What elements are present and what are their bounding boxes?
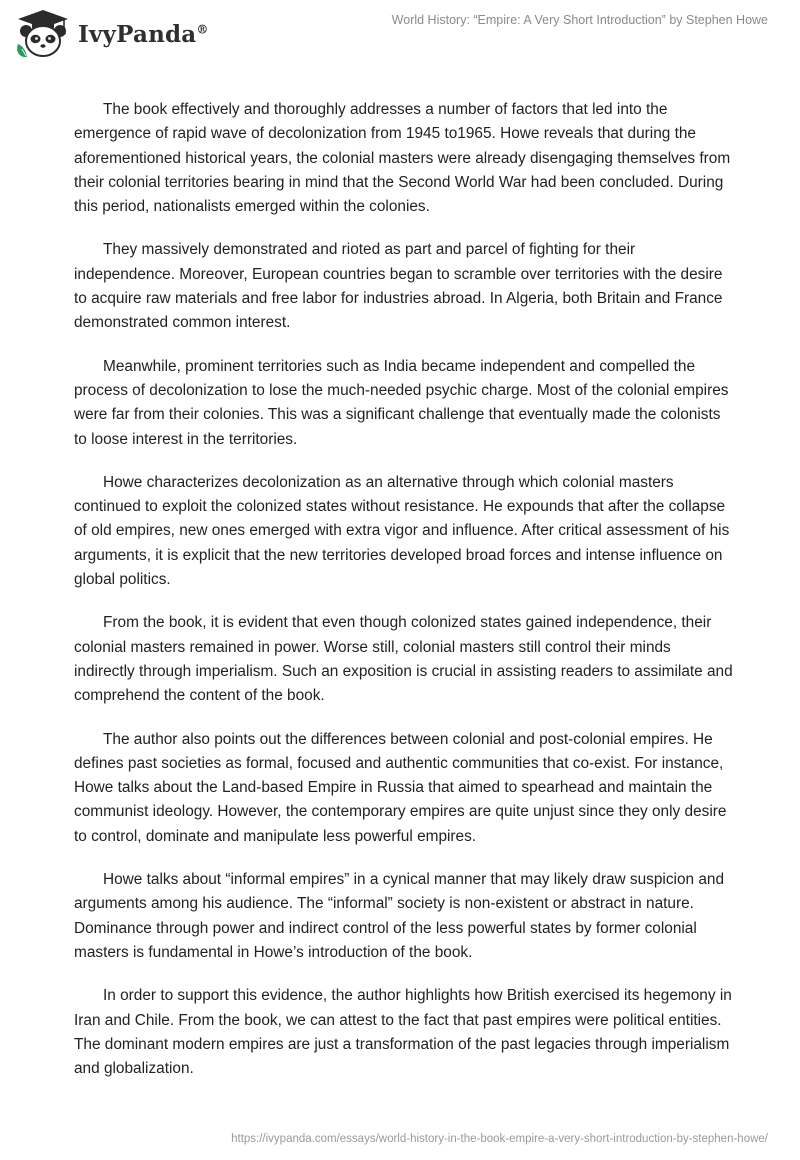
document-title: World History: “Empire: A Very Short Introduction” by Stephen Howe (391, 13, 768, 27)
paragraph: The author also points out the differences between colonial and post-colonial empires. He defines past societies as formal, focused and authentic communities that co-exist. For instance, Howe talks about the Land-based Empire in Russia that aimed to spearhead and maintain the communist ideology. However, the contemporary empires are quite unjust since they only desire to control, dominate and manipulate less powerful empires. (74, 730, 727, 845)
source-url-link[interactable]: https://ivypanda.com/essays/world-history-in-the-book-empire-a-very-short-introduction-by-stephen-howe/ (231, 1133, 768, 1145)
brand-logo[interactable] (14, 8, 209, 60)
registered-mark: ® (196, 21, 209, 36)
paragraph: Howe characterizes decolonization as an alternative through which colonial masters continued to exploit the colonized states without resistance. He expounds that after the collapse of old empires, new ones emerged with extra vigor and influence. After critical assessment of his arguments, it is explicit that the new territories developed broad forces and intense influence on global politics. (74, 473, 730, 589)
panda-graduate-icon (14, 8, 72, 60)
paragraph: From the book, it is evident that even though colonized states gained independence, their colonial masters remained in power. Worse still, colonial masters still control their minds indirectly through imperialism. Such an exposition is crucial in assisting readers to assimilate and comprehend the content of the book. (74, 614, 733, 705)
paragraph: They massively demonstrated and rioted as part and parcel of fighting for their independence. Moreover, European countries began to scramble over territories with the desire to acquire raw materials and free labor for industries abroad. In Algeria, both Britain and France demonstrated common interest. (74, 241, 723, 332)
brand-name: IvyPanda® (78, 20, 209, 48)
page-header (0, 0, 800, 70)
paragraph: In order to support this evidence, the author highlights how British exercised its hegemony in Iran and Chile. From the book, we can attest to the fact that past empires were political entities. The dominant modern empires are just a transformation of the past legacies through imperialism and globalization. (74, 987, 732, 1078)
paragraph: Howe talks about “informal empires” in a cynical manner that may likely draw suspicion and arguments among his audience. The “informal” society is non-existent or abstract in nature. Dominance through power and indirect control of the less powerful states by former colonial masters is fundamental in Howe’s introduction of the book. (74, 871, 725, 961)
paragraph: The book effectively and thoroughly addresses a number of factors that led into the emergence of rapid wave of decolonization from 1945 to1965. Howe reveals that during the aforementioned historical years, the colonial masters were already disengaging themselves from their colonial territories bearing in mind that the Second World War had been concluded. During this period, nationalists emerged within the colonies. (74, 101, 731, 216)
essay-body (74, 98, 734, 1100)
paragraph: Meanwhile, prominent territories such as India became independent and compelled the process of decolonization to lose the much-needed psychic charge. Most of the colonial empires were far from their colonies. This was a significant challenge that eventually made the colonists to loose interest in the territories. (74, 357, 729, 448)
